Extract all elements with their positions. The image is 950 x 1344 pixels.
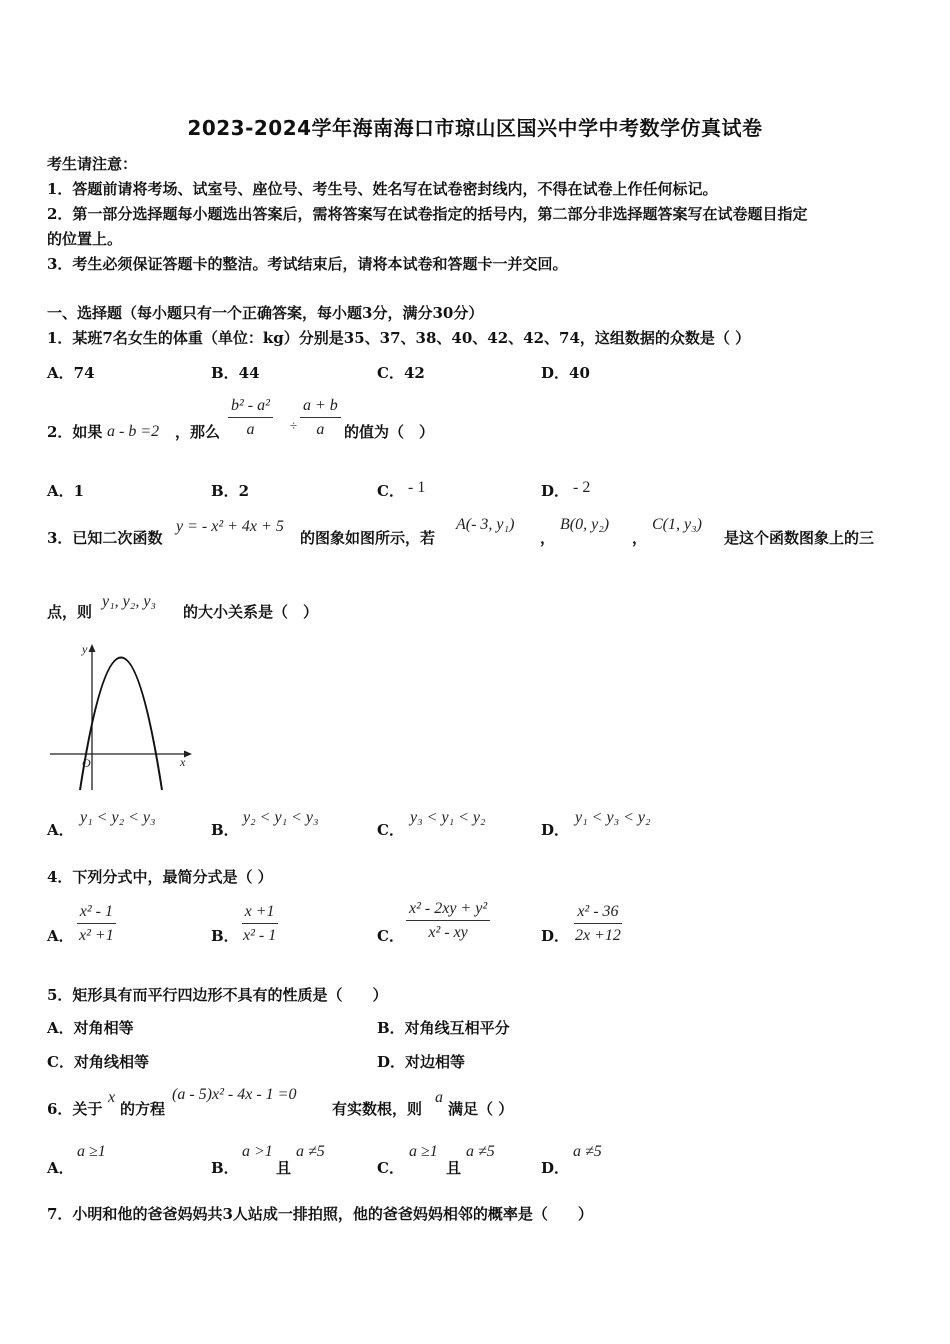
q2-option-c: C． bbox=[377, 482, 404, 500]
q5-option-a: A．对角相等 bbox=[47, 1019, 134, 1037]
q1-option-c: C．42 bbox=[377, 364, 425, 382]
q1-option-a: A．74 bbox=[47, 364, 95, 382]
q2-text-then: ，那么 bbox=[175, 423, 221, 441]
q6-option-c-value-2: a ≠5 bbox=[466, 1143, 495, 1160]
q4-option-a-fraction bbox=[76, 903, 117, 945]
q3-point-b: B(0, y₂) bbox=[560, 516, 610, 533]
q2-fraction-2 bbox=[300, 397, 341, 439]
q6-equation: (a - 5)x² - 4x - 1 =0 bbox=[172, 1086, 297, 1103]
q6-option-c-value-1: a ≥1 bbox=[409, 1143, 438, 1160]
q6-option-b-and: 且 bbox=[276, 1159, 292, 1177]
q5-option-b: B．对角线互相平分 bbox=[377, 1019, 510, 1037]
q4-d-numerator: x² - 36 bbox=[574, 903, 621, 924]
q2-f1-denominator: a bbox=[246, 421, 255, 438]
q6-option-a: A． bbox=[47, 1159, 74, 1177]
q4-option-c-fraction bbox=[406, 900, 490, 942]
q3-text-graph: 的图象如图所示，若 bbox=[300, 529, 436, 547]
q2-fraction-1 bbox=[228, 397, 273, 439]
q4-b-numerator: x +1 bbox=[242, 903, 278, 924]
q6-option-d-value: a ≠5 bbox=[573, 1143, 602, 1160]
q4-option-b: B． bbox=[211, 927, 239, 945]
q6-option-a-value: a ≥1 bbox=[77, 1143, 106, 1160]
q4-c-numerator: x² - 2xy + y² bbox=[406, 900, 490, 921]
notice-heading: 考生请注意： bbox=[47, 155, 138, 173]
q4-option-a: A． bbox=[47, 927, 74, 945]
q2-option-d: D． bbox=[541, 482, 570, 500]
q3-function: y = - x² + 4x + 5 bbox=[176, 518, 284, 535]
graph-x-label: x bbox=[180, 755, 186, 769]
q3-point-a: A(- 3, y₁) bbox=[456, 516, 515, 533]
graph-y-label: y bbox=[82, 642, 88, 656]
q3-option-c-value: y₃ < y₁ < y₂ bbox=[410, 809, 486, 826]
q3-text-points: 点，则 bbox=[47, 603, 93, 621]
q6-option-d: D． bbox=[541, 1159, 570, 1177]
q6-text-real-roots: 有实数根，则 bbox=[332, 1100, 423, 1118]
q4-a-denominator: x² +1 bbox=[79, 927, 114, 944]
notice-line-2b: 的位置上。 bbox=[47, 230, 123, 248]
q2-option-c-value: - 1 bbox=[408, 479, 426, 496]
q2-condition: a - b =2 bbox=[107, 423, 160, 440]
q3-option-d-value: y₁ < y₃ < y₂ bbox=[575, 809, 651, 826]
q3-parabola-graph bbox=[44, 640, 194, 795]
q3-point-c: C(1, y₃) bbox=[652, 516, 702, 533]
q6-text-start: 6．关于 bbox=[47, 1100, 103, 1118]
question-5-text: 5．矩形具有而平行四边形不具有的性质是（ ） bbox=[47, 986, 388, 1004]
q6-option-b-value-1: a >1 bbox=[242, 1143, 273, 1160]
y-axis-arrow-icon bbox=[89, 644, 96, 652]
q2-f2-denominator: a bbox=[316, 421, 325, 438]
notice-line-1: 1．答题前请将考场、试室号、座位号、考生号、姓名写在试卷密封线内，不得在试卷上作任何标记。 bbox=[47, 180, 718, 198]
q1-option-d: D．40 bbox=[541, 364, 590, 382]
q3-comma-2: ， bbox=[632, 529, 648, 547]
q3-option-b-value: y₂ < y₁ < y₃ bbox=[243, 809, 319, 826]
q4-c-denominator: x² - xy bbox=[428, 924, 468, 941]
q3-option-c: C． bbox=[377, 821, 404, 839]
question-7-text: 7．小明和他的爸爸妈妈共3人站成一排拍照，他的爸爸妈妈相邻的概率是（ ） bbox=[47, 1205, 593, 1223]
q4-option-c: C． bbox=[377, 927, 404, 945]
q6-option-c-and: 且 bbox=[446, 1159, 462, 1177]
q2-option-d-value: - 2 bbox=[573, 479, 591, 496]
question-4-text: 4．下列分式中，最简分式是（ ） bbox=[47, 868, 273, 886]
q2-f1-numerator: b² - a² bbox=[228, 397, 273, 418]
q3-option-b: B． bbox=[211, 821, 239, 839]
q2-option-b: B．2 bbox=[211, 482, 250, 500]
q4-b-denominator: x² - 1 bbox=[243, 927, 277, 944]
q6-text-equation: 的方程 bbox=[120, 1100, 166, 1118]
q2-text-end: 的值为（ ） bbox=[344, 423, 435, 441]
section-heading: 一、选择题（每小题只有一个正确答案，每小题3分，满分30分） bbox=[47, 304, 484, 322]
q6-text-end: 满足（ ） bbox=[448, 1100, 514, 1118]
q6-var-x: x bbox=[108, 1089, 116, 1106]
q3-y-values: y₁, y₂, y₃ bbox=[102, 593, 156, 610]
graph-origin-label: O bbox=[82, 756, 91, 770]
q3-option-a-value: y₁ < y₂ < y₃ bbox=[80, 809, 156, 826]
page-title: 2023-2024学年海南海口市琼山区国兴中学中考数学仿真试卷 bbox=[187, 116, 763, 140]
q6-option-b-value-2: a ≠5 bbox=[296, 1143, 325, 1160]
q3-option-a: A． bbox=[47, 821, 74, 839]
q3-option-d: D． bbox=[541, 821, 570, 839]
q3-text-start: 3．已知二次函数 bbox=[47, 529, 163, 547]
q2-divide-sign: ÷ bbox=[290, 418, 298, 433]
q2-option-a: A．1 bbox=[47, 482, 85, 500]
q3-text-end: 的大小关系是（ ） bbox=[183, 603, 319, 621]
q6-option-c: C． bbox=[377, 1159, 404, 1177]
q5-option-d: D．对边相等 bbox=[377, 1053, 466, 1071]
q4-d-denominator: 2x +12 bbox=[575, 927, 621, 944]
q3-text-three: 是这个函数图象上的三 bbox=[724, 529, 875, 547]
q3-comma-1: ， bbox=[540, 529, 556, 547]
q2-text-start: 2．如果 bbox=[47, 423, 103, 441]
q4-option-d-fraction bbox=[572, 903, 624, 945]
q6-var-a: a bbox=[435, 1089, 443, 1106]
q5-option-c: C．对角线相等 bbox=[47, 1053, 149, 1071]
q4-a-numerator: x² - 1 bbox=[77, 903, 116, 924]
q2-f2-numerator: a + b bbox=[300, 397, 341, 418]
q4-option-d: D． bbox=[541, 927, 570, 945]
q1-option-b: B．44 bbox=[211, 364, 260, 382]
q6-option-b: B． bbox=[211, 1159, 239, 1177]
notice-line-3: 3．考生必须保证答题卡的整洁。考试结束后，请将本试卷和答题卡一并交回。 bbox=[47, 255, 568, 273]
question-1-text: 1．某班7名女生的体重（单位：kg）分别是35、37、38、40、42、42、74，这组数据的众数是（ ） bbox=[47, 329, 751, 347]
notice-line-2a: 2．第一部分选择题每小题选出答案后，需将答案写在试卷指定的括号内，第二部分非选择题答案写在试卷题目指定 bbox=[47, 205, 808, 223]
q4-option-b-fraction bbox=[240, 903, 279, 945]
